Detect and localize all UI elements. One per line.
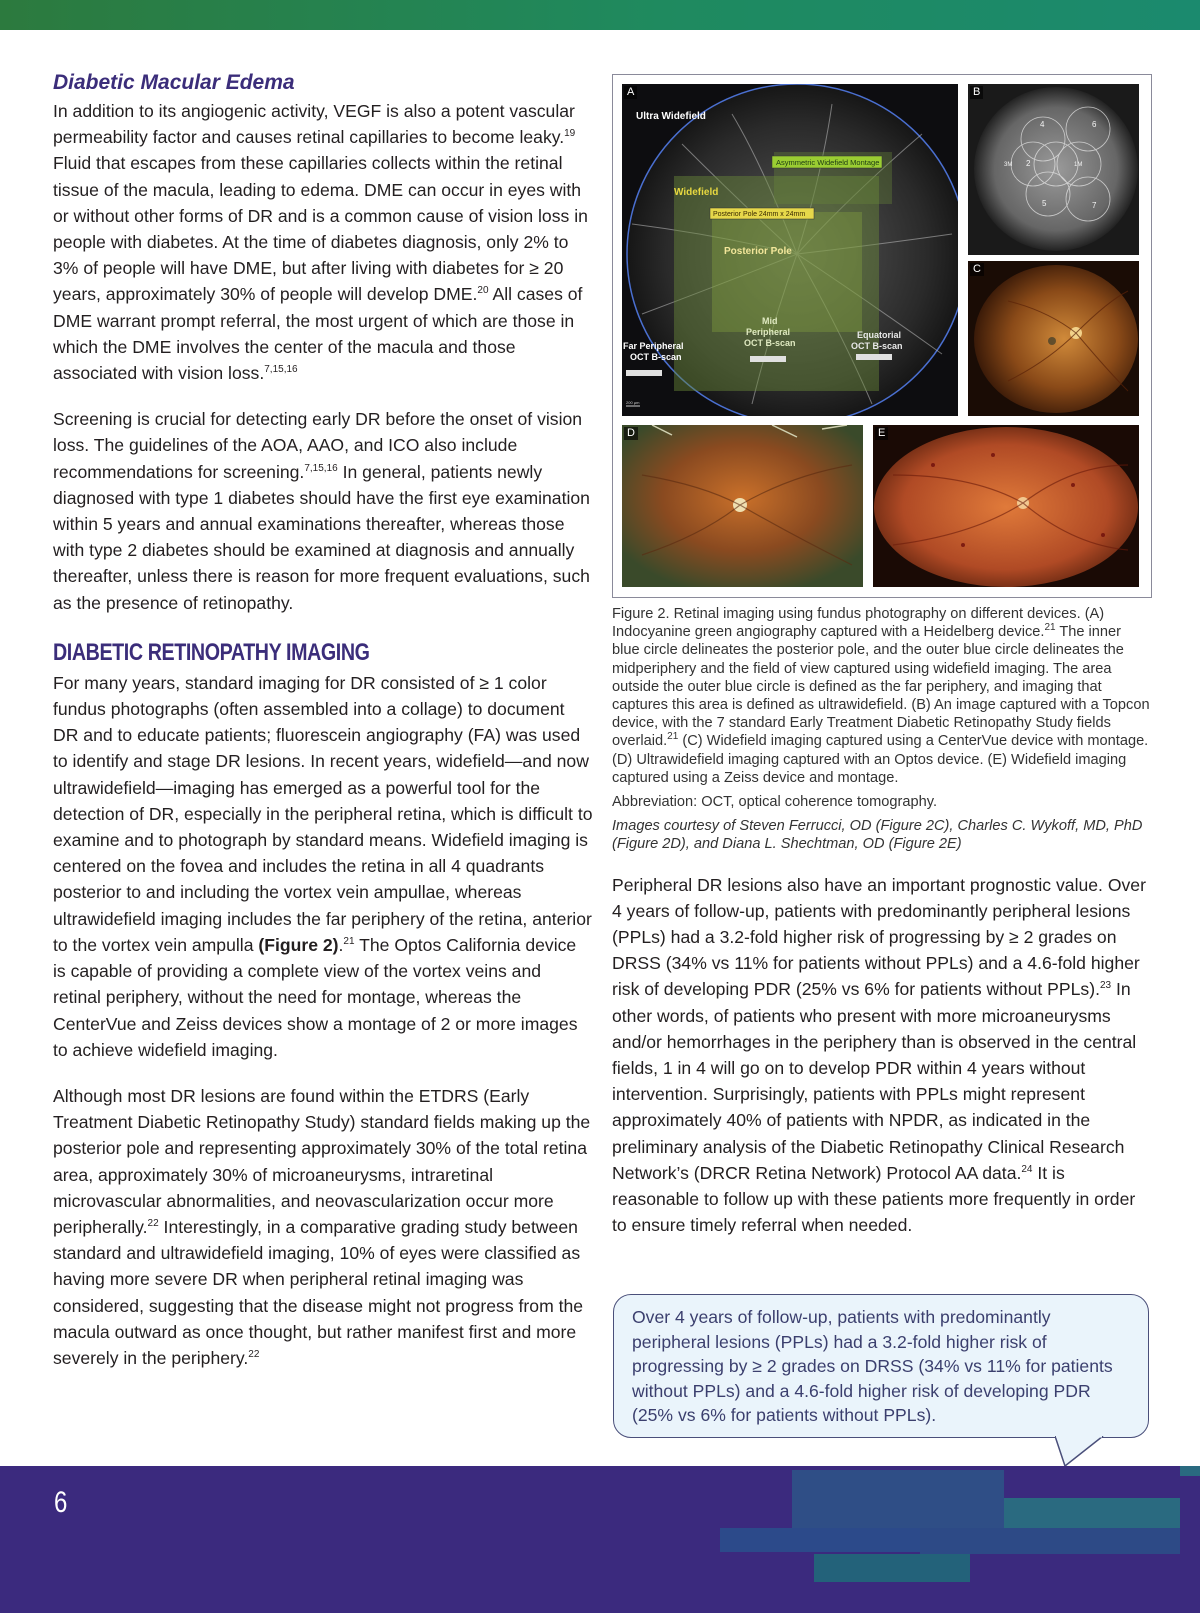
label-posterior-pole: Posterior Pole (724, 246, 792, 257)
field-label-6: 6 (1092, 120, 1097, 129)
panel-e-graphic (873, 425, 1139, 587)
panel-b-graphic (968, 84, 1139, 255)
panel-b-topcon-etdrs-image (968, 84, 1139, 255)
label-equatorial-oct: OCT B-scan (851, 341, 903, 351)
panel-label-b: B (970, 86, 983, 99)
panel-a-icg-angiography-image (622, 84, 958, 416)
label-mid-peripheral-oct: OCT B-scan (744, 338, 796, 348)
label-far-peripheral: Far Peripheral (623, 341, 684, 351)
field-label-7: 7 (1092, 201, 1097, 210)
paragraph-dme: In addition to its angiogenic activity, VEGF is also a potent vascular permeability factor and causes retinal capillaries to become leaky.$^{19}$ Fluid that escapes from these capillaries collects within the retinal tissue of the macula, leading to edema. DME can occur in eyes with or without other forms of DR and is a common cause of vision loss in people with diabetes. At the time of diabetes diagnosis, only 2% to 3% of people will have DME, but after living with diabetes for ≥ 20 years, approximately 30% of people will develop DME.$^{20}$ All cases of DME warrant prompt referral, the most urgent of which are those in which the DME involves the center of the macula and those associated with vision loss.$^{7,15,16}$ (53, 101, 588, 384)
field-label-5: 5 (1042, 199, 1047, 208)
paragraph-imaging-history: For many years, standard imaging for DR consisted of ≥ 1 color fundus photographs (often assembled into a collage) to document DR and to educate patients; fluorescein angiography (FA) was used to identify and stage DR lesions. In recent years, widefield—and now ultrawidefield—imaging has emerged as a powerful tool for the detection of DR, especially in the peripheral retina, which is difficult to examine and to photograph by standard means. Widefield imaging is centered on the fovea and includes the retina in all 4 quadrants posterior to and including the vortex vein ampullae, whereas ultrawidefield imaging includes the far periphery of the retina, anterior to the vortex vein ampulla (Figure 2).$^{21}$ The Optos California device is capable of providing a complete view of the vortex veins and retinal periphery, without the need for montage, whereas the CenterVue and Zeiss devices show a montage of 2 or more images to achieve widefield imaging. (53, 672, 593, 1060)
footer-block (792, 1470, 1004, 1528)
field-label-3m: 3M (1004, 162, 1013, 168)
top-color-bar (0, 0, 1200, 30)
footer-block (814, 1554, 970, 1582)
footer-block (1180, 1466, 1200, 1476)
panel-d-optos-ultrawidefield-image (622, 425, 863, 587)
label-ultra-widefield: Ultra Widefield (636, 111, 706, 122)
panel-label-d: D (624, 427, 638, 440)
panel-c-centervue-montage-image (968, 261, 1139, 416)
right-column (612, 74, 1152, 1238)
field-label-2: 2 (1026, 159, 1031, 168)
figure-2-caption: Figure 2. Retinal imaging using fundus photography on different devices. (A) Indocyanine green angiography captured with a Heidelberg device.$^{21}$ The inner blue circle delineates the posterior pole, and the outer blue circle delineates the midperiphery and the field of view captured using widefield imaging. The area outside the outer blue circle is defined as the far periphery, and imaging that captures this area is defined as ultrawidefield. (B) An image captured with a Topcon device, with the 7 standard Early Treatment Diabetic Retinopathy Study fields overlaid.$^{21}$ (C) Widefield imaging captured using a CenterVue device with montage. (D) Ultrawidefield imaging captured with an Optos device. (E) Widefield imaging captured using a Zeiss device and montage. (612, 606, 1150, 786)
pull-quote-callout (613, 1294, 1149, 1438)
figure-abbreviation: Abbreviation: OCT, optical coherence tomography. (612, 794, 938, 811)
label-equatorial: Equatorial (857, 330, 902, 340)
page-footer (0, 1466, 1200, 1613)
label-mid-peripheral: Peripheral (746, 327, 791, 337)
pull-quote-text: Over 4 years of follow-up, patients with predominantly peripheral lesions (PPLs) had a 3.2-fold higher risk of progressing by ≥ 2 grades on DRSS (34% vs 11% for patients without PPLs) and a 4.6-fold higher risk of developing PDR (25% vs 6% for patients without PPLs). (632, 1307, 1113, 1426)
scale-bar-label: 200 µm (626, 400, 640, 405)
panel-d-graphic (622, 425, 863, 587)
panel-e-zeiss-widefield-image (873, 425, 1139, 587)
callout-tail (1055, 1436, 1115, 1466)
label-widefield: Widefield (674, 187, 719, 198)
panel-a-graphic (622, 84, 958, 416)
panel-label-c: C (970, 263, 984, 276)
subheading-diabetic-macular-edema: Diabetic Macular Edema (53, 71, 295, 94)
paragraph-etdrs-fields: Although most DR lesions are found within the ETDRS (Early Treatment Diabetic Retinopathy Study) standard fields making up the posterior pole and representing approximately 30% of the total retina area, approximately 30% of microaneurysms, intraretinal microvascular abnormalities, and neovascularization occur more peripherally.$^{22}$ Interestingly, in a comparative grading study between standard and ultrawidefield imaging, 10% of eyes were classified as having more severe DR when peripheral retinal imaging was considered, suggesting that the disease might not progress from the macula outward as once thought, but rather manifest first and more severely in the periphery.$^{22}$ (53, 1085, 591, 1368)
label-far-peripheral-oct: OCT B-scan (630, 352, 682, 362)
paragraph-peripheral-prognosis: Peripheral DR lesions also have an important prognostic value. Over 4 years of follow-up, patients with predominantly peripheral lesions (PPLs) had a 3.2-fold higher risk of progressing by ≥ 2 grades on DRSS (34% vs 11% for patients without PPLs) and a 4.6-fold higher risk of developing PDR (25% vs 6% for patients without PPLs).$^{23}$ In other words, of patients who present with more microaneurysms and/or hemorrhages in the periphery than is observed in the central fields, 1 in 4 will go on to develop PDR within 4 years without intervention. Surprisingly, patients with PPLs might represent approximately 40% of patients with NPDR, as indicated in the preliminary analysis of the Diabetic Retinopathy Clinical Research Network’s (DRCR Retina Network) Protocol AA data.$^{24}$ It is reasonable to follow up with these patients more frequently in order to ensure timely referral when needed. (612, 874, 1146, 1236)
panel-c-graphic (968, 261, 1139, 416)
panel-label-a: A (624, 86, 637, 99)
section-heading-dr-imaging: DIABETIC RETINOPATHY IMAGING (53, 638, 370, 666)
left-column (53, 70, 593, 1371)
figure-2-panel-grid (612, 74, 1152, 598)
page-number: 6 (54, 1486, 68, 1519)
panel-label-e: E (875, 427, 888, 440)
footer-block (1004, 1498, 1180, 1528)
footer-block (720, 1528, 920, 1552)
field-label-1m: 1M (1074, 162, 1083, 168)
label-asymmetric-montage: Asymmetric Widefield Montage (776, 158, 880, 167)
label-mid: Mid (762, 316, 778, 326)
label-posterior-pole-size: Posterior Pole 24mm x 24mm (713, 211, 806, 218)
paragraph-screening: Screening is crucial for detecting early DR before the onset of vision loss. The guidelines of the AOA, AAO, and ICO also include recommendations for screening.$^{7,15,16}$ In general, patients newly diagnosed with type 1 diabetes should have the first eye examination within 5 years and annual examinations thereafter, whereas those with type 2 diabetes should be examined at diagnosis and annually thereafter, unless there is reason for more frequent evaluations, such as the presence of retinopathy. (53, 409, 590, 613)
footer-block (920, 1528, 1180, 1554)
field-label-4: 4 (1040, 120, 1045, 129)
figure-image-credit: Images courtesy of Steven Ferrucci, OD (Figure 2C), Charles C. Wykoff, MD, PhD (Figure 2D), and Diana L. Shechtman, OD (Figure 2E) (612, 818, 1143, 853)
